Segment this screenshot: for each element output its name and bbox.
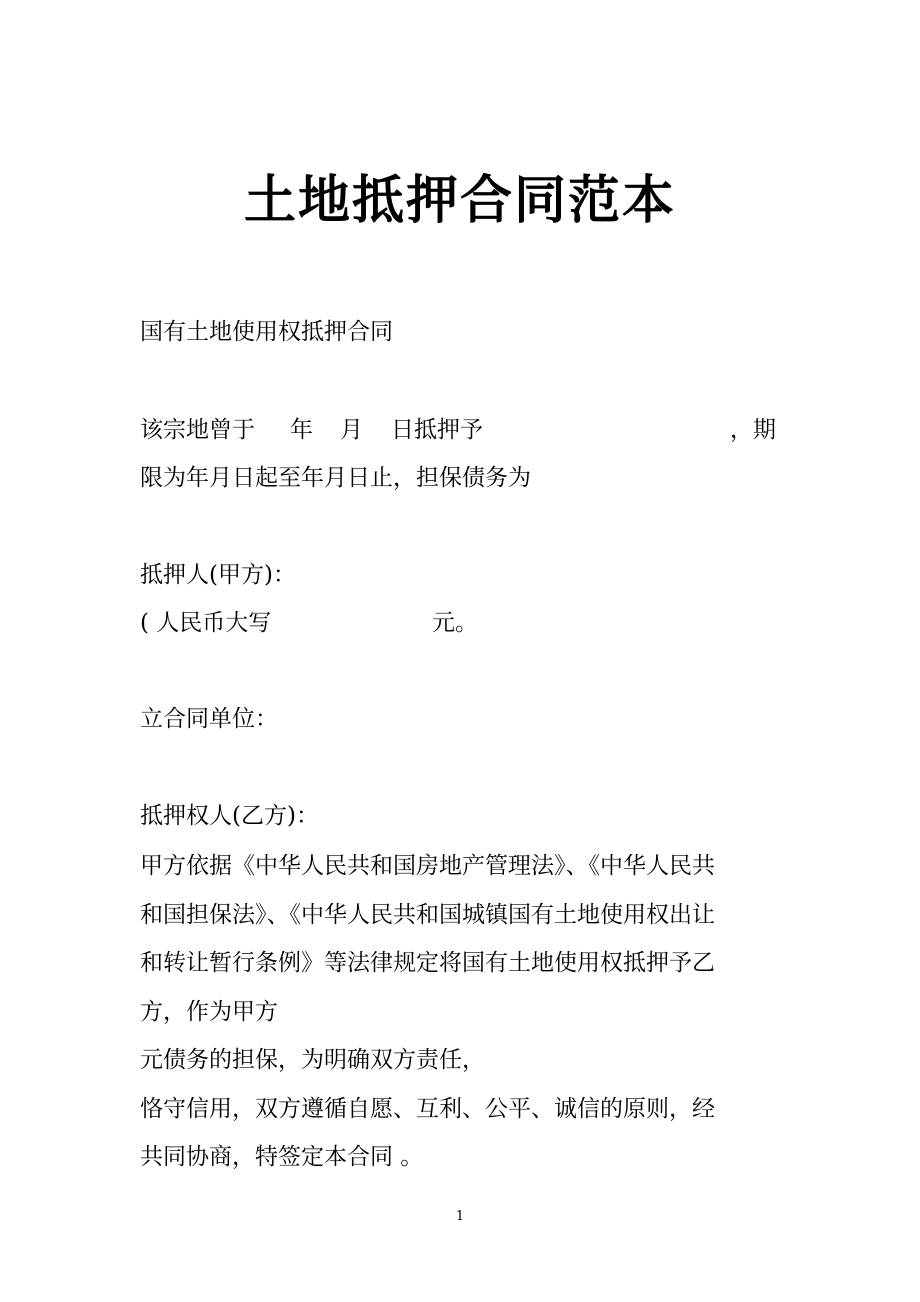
contract-unit-label: 立合同单位： xyxy=(140,706,278,732)
clause-text-a: 该宗地曾于 xyxy=(140,417,255,443)
contract-subtitle: 国有土地使用权抵押合同 xyxy=(140,319,393,345)
body-line-4-a: 方，作为甲方 xyxy=(140,998,278,1025)
body-line: 和国担保法》、《中华人民共和国城镇国有土地使用权出让 xyxy=(140,901,715,928)
mortgagee-label: 抵押权人(乙方)： xyxy=(140,803,319,829)
amount-prefix: ( 人民币大写 xyxy=(140,610,272,636)
amount-line xyxy=(140,606,271,640)
clause-line-2: 限为年月日起至年月日止，担保债务为 xyxy=(140,465,531,491)
clause-text-month: 月 xyxy=(340,417,363,443)
document-title: 土地抵押合同范本 xyxy=(243,170,676,231)
clause-line-1 xyxy=(140,413,483,447)
contract-body xyxy=(140,842,780,1182)
body-line-4 xyxy=(140,988,780,1085)
amount-suffix: 元。 xyxy=(432,610,478,636)
clause-text-year: 年 xyxy=(290,417,313,443)
body-line: 恪守信用，双方遵循自愿、互利、公平、诚信的原则，经 xyxy=(140,1095,715,1122)
mortgagor-label: 抵押人(甲方)： xyxy=(140,562,296,588)
body-line: 和转让暂行条例》等法律规定将国有土地使用权抵押予乙 xyxy=(140,950,715,976)
clause-line-1-end: ，期 xyxy=(730,417,776,443)
body-line: 共同协商，特签定本合同 。 xyxy=(140,1144,424,1170)
body-line-4-b: 元债务的担保，为明确双方责任， xyxy=(140,1047,485,1073)
clause-text-day: 日抵押予 xyxy=(391,417,483,443)
page-number: 1 xyxy=(455,1209,465,1224)
body-line: 甲方依据《中华人民共和国房地产管理法》、《中华人民共 xyxy=(140,853,715,879)
